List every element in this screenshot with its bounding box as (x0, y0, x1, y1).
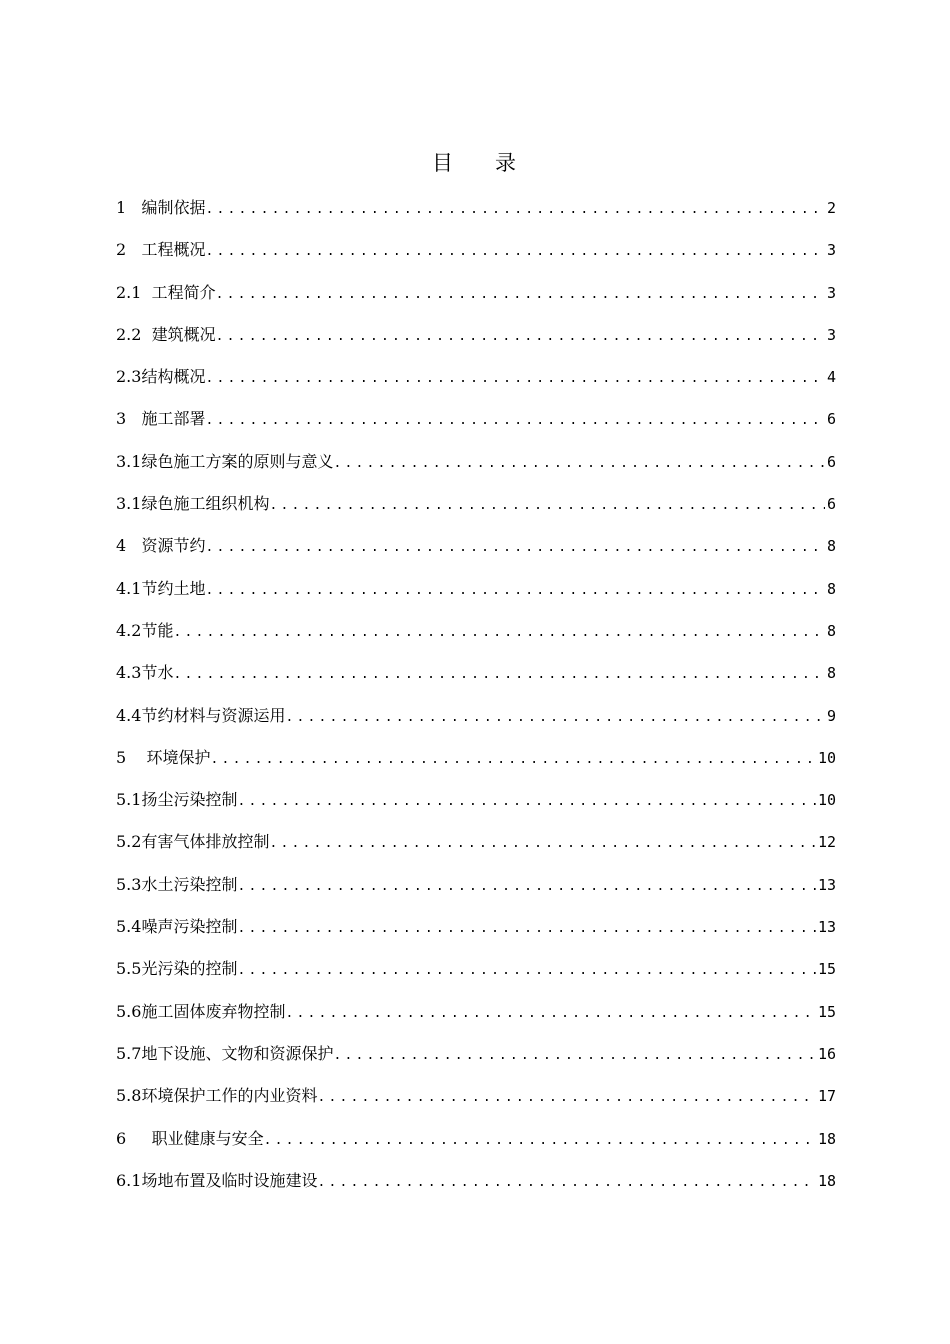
toc-dot-leader (237, 790, 815, 814)
toc-entry[interactable] (116, 196, 836, 238)
toc-title-part1: 目 (432, 151, 455, 175)
toc-dot-leader (317, 1171, 815, 1195)
toc-dot-leader (237, 917, 815, 941)
toc-entry[interactable] (116, 1042, 836, 1084)
toc-entry[interactable] (116, 873, 836, 915)
toc-entry-page-number: 18 (817, 1129, 836, 1148)
toc-entry[interactable] (116, 492, 836, 534)
toc-dot-leader (216, 325, 825, 349)
toc-dot-leader (237, 875, 815, 899)
toc-entry[interactable] (116, 577, 836, 619)
toc-entry-label: 4 资源节约 (116, 536, 206, 556)
toc-dot-leader (205, 409, 825, 433)
toc-entry-label: 3 施工部署 (116, 409, 206, 429)
toc-entry[interactable] (116, 619, 836, 661)
toc-entry-page-number: 6 (826, 495, 836, 514)
toc-entry-page-number: 6 (826, 410, 836, 429)
toc-entry[interactable] (116, 1084, 836, 1126)
toc-list (116, 196, 836, 1211)
toc-entry-label: 5.4噪声污染控制 (116, 917, 238, 937)
toc-entry-label: 5.1扬尘污染控制 (116, 790, 238, 810)
toc-entry-label: 5 环境保护 (116, 747, 211, 767)
toc-dot-leader (317, 1086, 815, 1110)
toc-entry-label: 6 职业健康与安全 (116, 1128, 264, 1148)
toc-entry-label: 1 编制依据 (116, 198, 206, 217)
toc-entry-page-number: 18 (817, 1171, 836, 1190)
toc-entry-page-number: 8 (826, 664, 836, 683)
toc-entry-label: 4.2节能 (116, 620, 174, 640)
toc-dot-leader (205, 198, 825, 222)
toc-entry[interactable] (116, 704, 836, 746)
toc-entry-page-number: 17 (817, 1087, 836, 1106)
toc-dot-leader (173, 663, 825, 687)
toc-entry-page-number: 9 (826, 706, 836, 725)
toc-dot-leader (237, 959, 815, 983)
toc-dot-leader (216, 283, 825, 307)
toc-entry-label: 2.3结构概况 (116, 367, 206, 387)
toc-dot-leader (285, 706, 825, 730)
toc-entry-page-number: 4 (826, 368, 836, 387)
toc-entry-label: 5.2有害气体排放控制 (116, 832, 270, 852)
toc-entry-label: 2.2 建筑概况 (116, 324, 216, 344)
toc-entry-page-number: 3 (826, 283, 836, 302)
toc-entry-page-number: 15 (817, 960, 836, 979)
toc-dot-leader (205, 240, 825, 264)
toc-dot-leader (205, 579, 825, 603)
toc-entry-label: 3.1绿色施工组织机构 (116, 494, 270, 514)
toc-entry-page-number: 8 (826, 537, 836, 556)
toc-entry-label: 6.1场地布置及临时设施建设 (116, 1170, 318, 1190)
toc-dot-leader (211, 748, 816, 772)
toc-dot-leader (264, 1129, 816, 1153)
toc-entry[interactable] (116, 450, 836, 492)
toc-entry-page-number: 3 (826, 325, 836, 344)
toc-dot-leader (333, 1044, 815, 1068)
toc-entry-label: 2 工程概况 (116, 240, 206, 260)
toc-entry-page-number: 16 (817, 1044, 836, 1063)
toc-entry[interactable] (116, 1127, 836, 1169)
toc-entry[interactable] (116, 281, 836, 323)
toc-dot-leader (285, 1002, 815, 1026)
toc-entry[interactable] (116, 534, 836, 576)
toc-entry[interactable] (116, 407, 836, 449)
toc-entry-label: 3.1绿色施工方案的原则与意义 (116, 451, 334, 471)
toc-entry[interactable] (116, 365, 836, 407)
toc-entry-page-number: 8 (826, 621, 836, 640)
toc-entry-page-number: 2 (826, 199, 836, 217)
toc-entry-page-number: 13 (817, 918, 836, 937)
toc-entry-page-number: 13 (817, 875, 836, 894)
toc-title (0, 147, 950, 177)
toc-entry[interactable] (116, 1000, 836, 1042)
toc-entry-label: 5.3水土污染控制 (116, 874, 238, 894)
toc-dot-leader (205, 536, 825, 560)
toc-entry-page-number: 15 (817, 1002, 836, 1021)
toc-entry[interactable] (116, 830, 836, 872)
toc-entry-label: 4.3节水 (116, 663, 174, 683)
toc-entry-page-number: 10 (817, 748, 836, 767)
toc-entry[interactable] (116, 957, 836, 999)
toc-entry-label: 5.5光污染的控制 (116, 959, 238, 979)
toc-entry[interactable] (116, 323, 836, 365)
toc-dot-leader (269, 832, 815, 856)
toc-entry-label: 5.6施工固体废弃物控制 (116, 1001, 286, 1021)
toc-entry-page-number: 12 (817, 833, 836, 852)
toc-entry-label: 4.1节约土地 (116, 578, 206, 598)
toc-entry-label: 5.7地下设施、文物和资源保护 (116, 1043, 334, 1063)
toc-entry-label: 2.1 工程简介 (116, 282, 216, 302)
toc-title-part2: 录 (495, 151, 518, 175)
toc-dot-leader (269, 494, 825, 518)
toc-entry-label: 5.8环境保护工作的内业资料 (116, 1086, 318, 1106)
toc-dot-leader (205, 367, 825, 391)
toc-entry-label: 4.4节约材料与资源运用 (116, 705, 286, 725)
toc-entry[interactable] (116, 915, 836, 957)
toc-entry-page-number: 3 (826, 241, 836, 260)
toc-entry-page-number: 10 (817, 791, 836, 810)
toc-entry[interactable] (116, 1169, 836, 1211)
toc-entry[interactable] (116, 746, 836, 788)
toc-entry[interactable] (116, 788, 836, 830)
toc-entry[interactable] (116, 661, 836, 703)
toc-dot-leader (173, 621, 825, 645)
toc-entry-page-number: 8 (826, 579, 836, 598)
toc-entry-page-number: 6 (826, 452, 836, 471)
toc-dot-leader (333, 452, 825, 476)
toc-entry[interactable] (116, 238, 836, 280)
